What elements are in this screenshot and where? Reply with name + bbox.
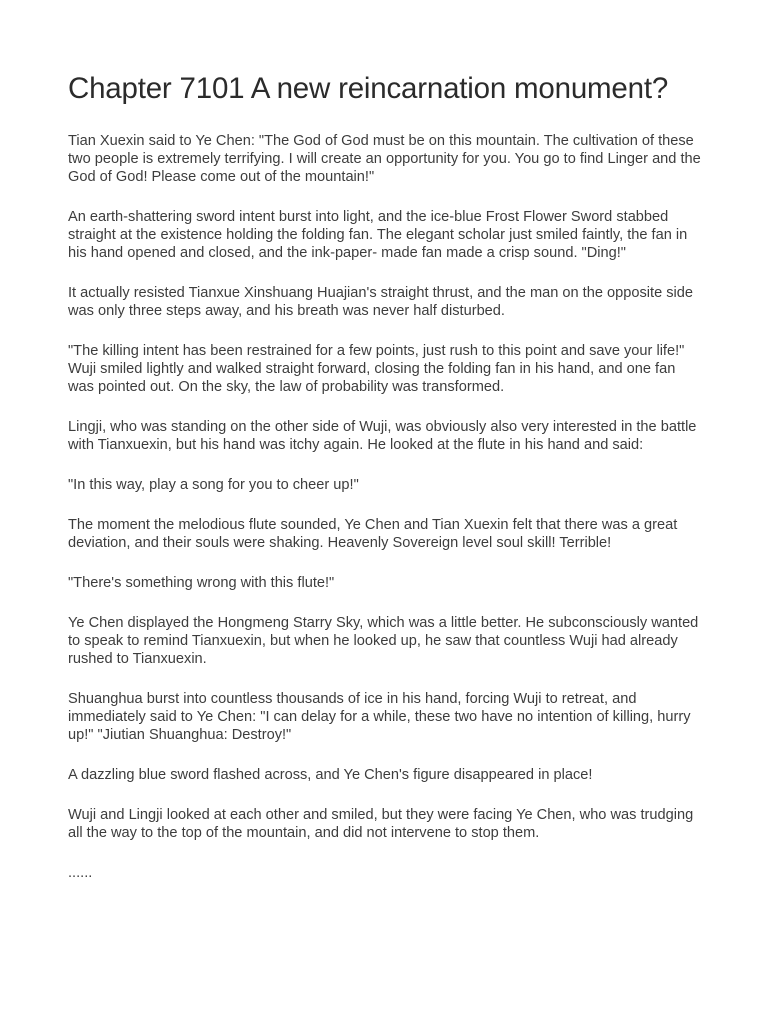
paragraph-11: A dazzling blue sword flashed across, and Ye Chen's figure disappeared in place! [68,767,593,783]
ellipsis-separator: ...... [68,865,93,881]
paragraph-4: "The killing intent has been restrained for a few points, just rush to this point and save your life!" Wuji smiled lightly and walked straight forward, closing the folding fan in his hand, and one fan was pointed out. On the sky, the law of probability was transformed. [68,343,685,395]
paragraph-9: Ye Chen displayed the Hongmeng Starry Sky, which was a little better. He subconsciously wanted to speak to remind Tianxuexin, but when he looked up, he saw that countless Wuji had already rushed to Tianxuexin. [68,615,699,667]
paragraph-12: Wuji and Lingji looked at each other and smiled, but they were facing Ye Chen, who was trudging all the way to the top of the mountain, and did not intervene to stop them. [68,807,694,841]
chapter-title: Chapter 7101 A new reincarnation monument? [68,72,669,105]
paragraph-3: It actually resisted Tianxue Xinshuang Huajian's straight thrust, and the man on the opposite side was only three steps away, and his breath was never half disturbed. [68,285,694,319]
paragraph-2: An earth-shattering sword intent burst into light, and the ice-blue Frost Flower Sword stabbed straight at the existence holding the folding fan. The elegant scholar just smiled faintly, the fan in his hand opened and closed, and the ink-paper- made fan made a crisp sound. "Ding!" [68,209,688,261]
paragraph-5: Lingji, who was standing on the other side of Wuji, was obviously also very interested in the battle with Tianxuexin, but his hand was itchy again. He looked at the flute in his hand and said: [68,419,697,453]
paragraph-1: Tian Xuexin said to Ye Chen: "The God of God must be on this mountain. The cultivation of these two people is extremely terrifying. I will create an opportunity for you. You go to find Linger and the God of God! Please come out of the mountain!" [68,133,701,185]
paragraph-7: The moment the melodious flute sounded, Ye Chen and Tian Xuexin felt that there was a great deviation, and their souls were shaking. Heavenly Sovereign level soul skill! Terrible! [68,517,678,551]
paragraph-10: Shuanghua burst into countless thousands of ice in his hand, forcing Wuji to retreat, and immediately said to Ye Chen: "I can delay for a while, these two have no intention of killing, hurry up!" "Jiutian Shuanghua: Destroy!" [68,691,691,743]
document-page [68,70,704,882]
paragraph-6: "In this way, play a song for you to cheer up!" [68,477,359,493]
paragraph-8: "There's something wrong with this flute!" [68,575,335,591]
